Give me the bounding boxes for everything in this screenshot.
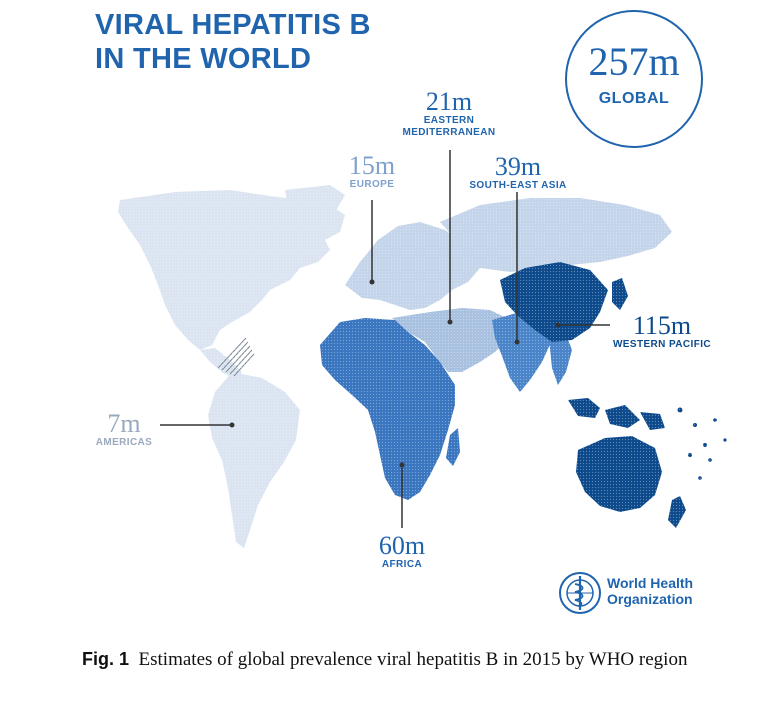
who-logo xyxy=(557,570,707,616)
south-east-asia-label xyxy=(459,153,577,192)
western-pacific-label xyxy=(605,312,719,351)
who-emblem-icon xyxy=(557,570,603,616)
western-pacific-value: 115m xyxy=(632,311,692,340)
europe-label xyxy=(337,152,407,191)
title-line-1: VIRAL HEPATITIS B xyxy=(95,9,371,41)
africa-label xyxy=(371,532,433,571)
south-east-asia-value: 39m xyxy=(494,152,542,181)
figure-caption-text: Estimates of global prevalence viral hepatitis B in 2015 by WHO region xyxy=(138,649,688,670)
halftone-overlay xyxy=(100,180,720,540)
figure-label: Fig. 1 xyxy=(82,649,130,669)
africa-value: 60m xyxy=(378,531,426,560)
eastern-mediterranean-label-line-1: EASTERN xyxy=(423,115,475,126)
eastern-mediterranean-label-line-2: MEDITERRANEAN xyxy=(402,127,496,138)
europe-label-text: EUROPE xyxy=(349,179,395,190)
south-east-asia-label-text: SOUTH-EAST ASIA xyxy=(469,180,567,191)
global-value: 257m xyxy=(588,39,680,84)
eastern-mediterranean-value: 21m xyxy=(425,87,473,116)
europe-value: 15m xyxy=(348,151,396,180)
americas-label xyxy=(92,410,156,449)
who-wordmark-line-2: Organization xyxy=(607,591,693,607)
eastern-mediterranean-label xyxy=(397,88,501,139)
title-line-2: IN THE WORLD xyxy=(95,43,312,75)
global-label: GLOBAL xyxy=(598,90,670,107)
figure-caption xyxy=(82,648,722,671)
who-wordmark xyxy=(607,575,693,607)
americas-value: 7m xyxy=(107,409,141,438)
who-wordmark-line-1: World Health xyxy=(607,575,694,591)
africa-label-text: AFRICA xyxy=(381,559,423,570)
western-pacific-label-text: WESTERN PACIFIC xyxy=(612,339,712,350)
americas-label-text: AMERICAS xyxy=(95,437,153,448)
